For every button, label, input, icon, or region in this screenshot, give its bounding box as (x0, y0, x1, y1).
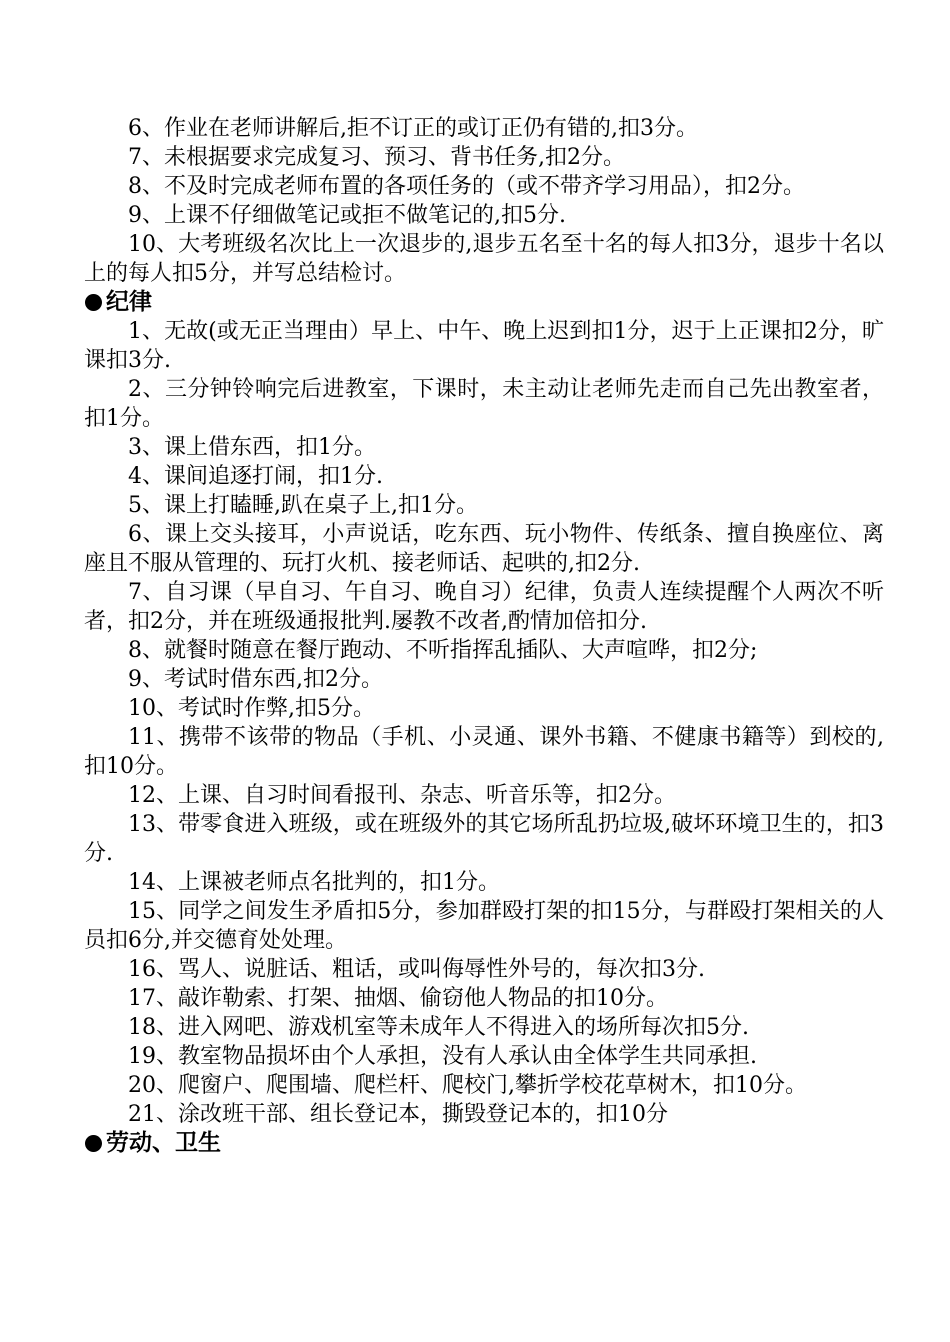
rule-item: 10、考试时作弊,扣5分。 (128, 696, 375, 721)
rule-item: 14、上课被老师点名批判的，扣1分。 (128, 870, 500, 895)
rule-item: 7、自习课（早自习、午自习、晚自习）纪律，负责人连续提醒个人两次不听者，扣2分，并在班级通报批判.屡教不改者,酌情加倍扣分. (84, 580, 884, 634)
rule-item: 5、课上打瞌睡,趴在桌子上,扣1分。 (128, 493, 478, 518)
section-heading-discipline (84, 288, 884, 317)
rule-item: 6、作业在老师讲解后,拒不订正的或订正仍有错的,扣3分。 (128, 116, 698, 141)
rule-item: 21、涂改班干部、组长登记本，撕毁登记本的，扣10分 (128, 1102, 668, 1127)
rule-item: 8、就餐时随意在餐厅跑动、不听指挥乱插队、大声喧哗，扣2分; (128, 638, 758, 663)
rule-item: 8、不及时完成老师布置的各项任务的（或不带齐学习用品），扣2分。 (128, 174, 805, 199)
rule-item: 4、课间追逐打闹，扣1分. (128, 464, 383, 489)
rule-item: 17、敲诈勒索、打架、抽烟、偷窃他人物品的扣10分。 (128, 986, 668, 1011)
rule-item: 16、骂人、说脏话、粗话，或叫侮辱性外号的，每次扣3分. (128, 957, 705, 982)
document-page (84, 114, 884, 1158)
rule-item: 9、考试时借东西,扣2分。 (128, 667, 383, 692)
rule-item: 18、进入网吧、游戏机室等未成年人不得进入的场所每次扣5分. (128, 1015, 749, 1040)
rule-item: 7、未根据要求完成复习、预习、背书任务,扣2分。 (128, 145, 625, 170)
rule-item: 20、爬窗户、爬围墙、爬栏杆、爬校门,攀折学校花草树木，扣10分。 (128, 1073, 807, 1098)
rule-item: 1、无故(或无正当理由）早上、中午、晚上迟到扣1分，迟于上正课扣2分，旷课扣3分. (84, 319, 884, 373)
section-heading-labor-hygiene (84, 1129, 884, 1158)
rule-item: 19、教室物品损坏由个人承担，没有人承认由全体学生共同承担. (128, 1044, 757, 1069)
rule-item: 13、带零食进入班级，或在班级外的其它场所乱扔垃圾,破坏环境卫生的，扣3分. (84, 812, 884, 866)
rule-item: 9、上课不仔细做笔记或拒不做笔记的,扣5分. (128, 203, 566, 228)
rule-item: 6、课上交头接耳，小声说话，吃东西、玩小物件、传纸条、擅自换座位、离座且不服从管理的、玩打火机、接老师话、起哄的,扣2分. (84, 522, 884, 576)
bullet-icon (85, 294, 102, 311)
rule-item: 12、上课、自习时间看报刊、杂志、听音乐等，扣2分。 (128, 783, 676, 808)
rule-item: 15、同学之间发生矛盾扣5分，参加群殴打架的扣15分，与群殴打架相关的人员扣6分,并交德育处处理。 (84, 899, 884, 953)
bullet-icon (85, 1135, 102, 1152)
rule-item: 3、课上借东西，扣1分。 (128, 435, 376, 460)
rule-item: 2、三分钟铃响完后进教室，下课时，未主动让老师先走而自己先出教室者，扣1分。 (84, 377, 884, 431)
rule-item: 11、携带不该带的物品（手机、小灵通、课外书籍、不健康书籍等）到校的,扣10分。 (84, 725, 884, 779)
rule-item: 10、大考班级名次比上一次退步的,退步五名至十名的每人扣3分，退步十名以上的每人扣5分，并写总结检讨。 (84, 232, 884, 286)
section-labor-hygiene (84, 1129, 884, 1158)
section-heading-text: 纪律 (106, 289, 152, 315)
section-discipline (84, 288, 884, 1129)
section-heading-text: 劳动、卫生 (106, 1130, 221, 1156)
section-study (84, 114, 884, 288)
